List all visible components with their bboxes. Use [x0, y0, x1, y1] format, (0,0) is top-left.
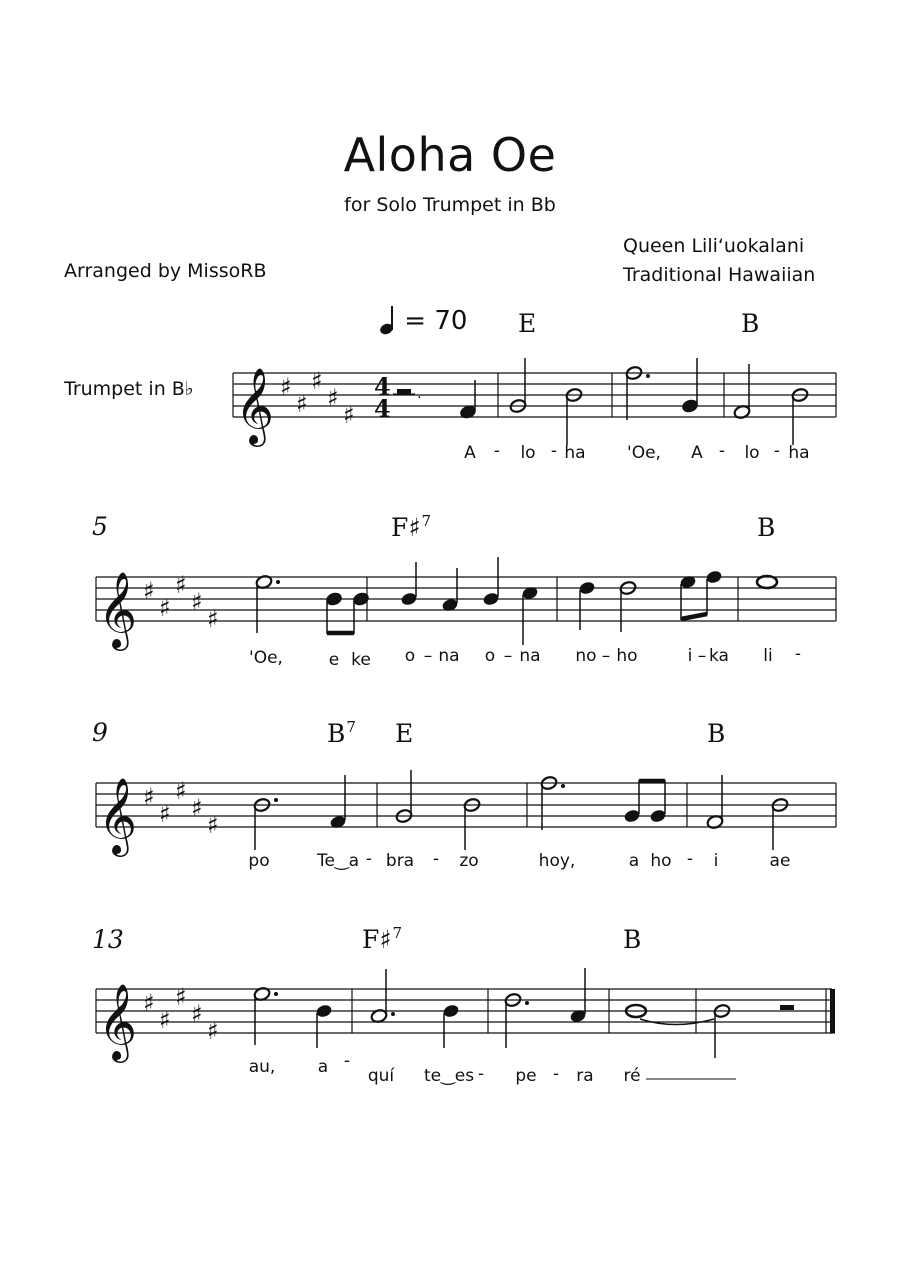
lyric-hyphen: -: [477, 1064, 485, 1084]
lyric-hyphen: -: [773, 441, 781, 461]
lyric-hyphen: -: [432, 849, 440, 869]
lyric-syllable: 'Oe,: [627, 443, 661, 463]
lyric-syllable: ho: [650, 851, 672, 871]
measure-number: 5: [92, 512, 108, 541]
svg-text:♯: ♯: [175, 983, 187, 1011]
svg-text:♯: ♯: [143, 783, 155, 811]
lyric-syllable: li: [763, 646, 773, 666]
chord-symbol: B: [741, 309, 760, 338]
lyric-hyphen: -: [365, 849, 373, 869]
svg-text:♯: ♯: [175, 777, 187, 805]
lyric-hyphen: -: [794, 644, 802, 664]
lyric-syllable: A: [464, 443, 476, 463]
final-barline: [830, 989, 835, 1034]
svg-text:♯: ♯: [207, 811, 219, 839]
lyric-syllable: zo: [459, 851, 479, 871]
composer-name: Queen Lili‘uokalani: [623, 235, 805, 257]
lyric-hyphen: -: [552, 1064, 560, 1084]
song-subtitle: for Solo Trumpet in Bb: [344, 194, 556, 216]
lyric-syllable: 'Oe,: [249, 648, 283, 668]
chord-symbol: B: [757, 513, 776, 542]
lyric-syllable: te‿es: [423, 1066, 475, 1086]
time-signature: [374, 372, 391, 423]
lyric-hyphen: -: [493, 441, 501, 461]
lyric-syllable: ha: [564, 443, 586, 463]
lyric-syllable: quí: [367, 1066, 395, 1086]
svg-text:♯: ♯: [191, 588, 203, 616]
svg-text:♯: ♯: [191, 1000, 203, 1028]
half-rest-icon: [397, 389, 411, 394]
lyric-syllable: lo: [520, 443, 536, 463]
lyric-syllable: bra: [385, 851, 415, 871]
lyric-hyphen: -: [718, 441, 726, 461]
svg-text:♯: ♯: [207, 605, 219, 633]
svg-text:.: .: [417, 386, 422, 402]
svg-text:♯: ♯: [343, 401, 355, 429]
lyric-syllable: hoy,: [538, 851, 576, 871]
svg-text:♯: ♯: [159, 800, 171, 828]
lyric-hyphen: –: [601, 646, 611, 666]
lyric-syllable: e: [328, 650, 340, 670]
lyric-syllable: A: [691, 443, 703, 463]
lyric-syllable: na: [519, 646, 541, 666]
lyric-syllable: lo: [744, 443, 760, 463]
svg-text:♯: ♯: [280, 373, 292, 401]
lyric-syllable: ka: [709, 646, 729, 666]
lyric-hyphen: -: [686, 849, 694, 869]
lyric-syllable: a: [317, 1057, 329, 1077]
lyric-hyphen: –: [503, 646, 513, 666]
lyric-syllable: po: [248, 851, 270, 871]
lyric-hyphen: -: [550, 441, 558, 461]
lyric-hyphen: –: [423, 646, 433, 666]
key-signature-sharps: [280, 367, 355, 429]
lyric-syllable: no: [575, 646, 597, 666]
chord-symbol: F♯$^7$: [391, 512, 431, 542]
lyric-syllable: i: [687, 646, 693, 666]
treble-clef-icon: 𝄞: [98, 777, 138, 854]
lyric-syllable: ha: [788, 443, 810, 463]
svg-text:♯: ♯: [296, 390, 308, 418]
lyric-hyphen: –: [697, 646, 707, 666]
staff-system-1: [233, 373, 836, 417]
measure-number: 13: [92, 925, 124, 954]
svg-text:4: 4: [374, 372, 391, 401]
lyric-syllable: ra: [576, 1066, 594, 1086]
lyric-syllable: au,: [248, 1057, 276, 1077]
lyric-syllable: ae: [769, 851, 791, 871]
svg-text:♯: ♯: [159, 1006, 171, 1034]
half-rest-icon: [780, 1005, 794, 1010]
lyric-syllable: pe: [515, 1066, 537, 1086]
svg-text:♯: ♯: [143, 577, 155, 605]
svg-text:♯: ♯: [159, 594, 171, 622]
key-signature-sharps: [143, 777, 219, 839]
chord-symbol: E: [395, 719, 414, 748]
chord-symbol: B: [623, 925, 642, 954]
chord-symbol: F♯$^7$: [362, 924, 402, 954]
chord-symbol: E: [518, 309, 537, 338]
svg-text:♯: ♯: [311, 367, 323, 395]
svg-text:♯: ♯: [143, 989, 155, 1017]
arranger-credit: Arranged by MissoRB: [64, 260, 267, 282]
svg-text:♯: ♯: [207, 1017, 219, 1045]
treble-clef-icon: 𝄞: [235, 367, 275, 444]
treble-clef-icon: 𝄞: [98, 983, 138, 1060]
lyric-syllable: na: [438, 646, 460, 666]
svg-text:♯: ♯: [175, 571, 187, 599]
svg-text:♯: ♯: [327, 384, 339, 412]
song-title: Aloha Oe: [343, 128, 557, 182]
key-signature-sharps: [143, 983, 219, 1045]
lyric-syllable: ke: [351, 650, 371, 670]
key-signature-sharps: [143, 571, 219, 633]
svg-text:4: 4: [374, 394, 391, 423]
lyric-hyphen: -: [343, 1051, 351, 1071]
lyric-syllable: Te‿a: [316, 851, 360, 871]
lyric-syllable: o: [404, 646, 416, 666]
chord-symbol: $B^7$: [327, 718, 356, 748]
lyric-syllable: o: [484, 646, 496, 666]
tempo-value: = 70: [404, 306, 468, 336]
chord-symbol: B: [707, 719, 726, 748]
lyric-syllable: i: [713, 851, 719, 871]
svg-text:♯: ♯: [191, 794, 203, 822]
composer-origin: Traditional Hawaiian: [623, 264, 816, 286]
lyric-syllable: a: [628, 851, 640, 871]
treble-clef-icon: 𝄞: [98, 571, 138, 648]
measure-number: 9: [92, 718, 108, 747]
lyric-syllable: ho: [616, 646, 638, 666]
instrument-name: Trumpet in B♭: [64, 378, 194, 400]
lyric-syllable: ré: [623, 1066, 641, 1086]
